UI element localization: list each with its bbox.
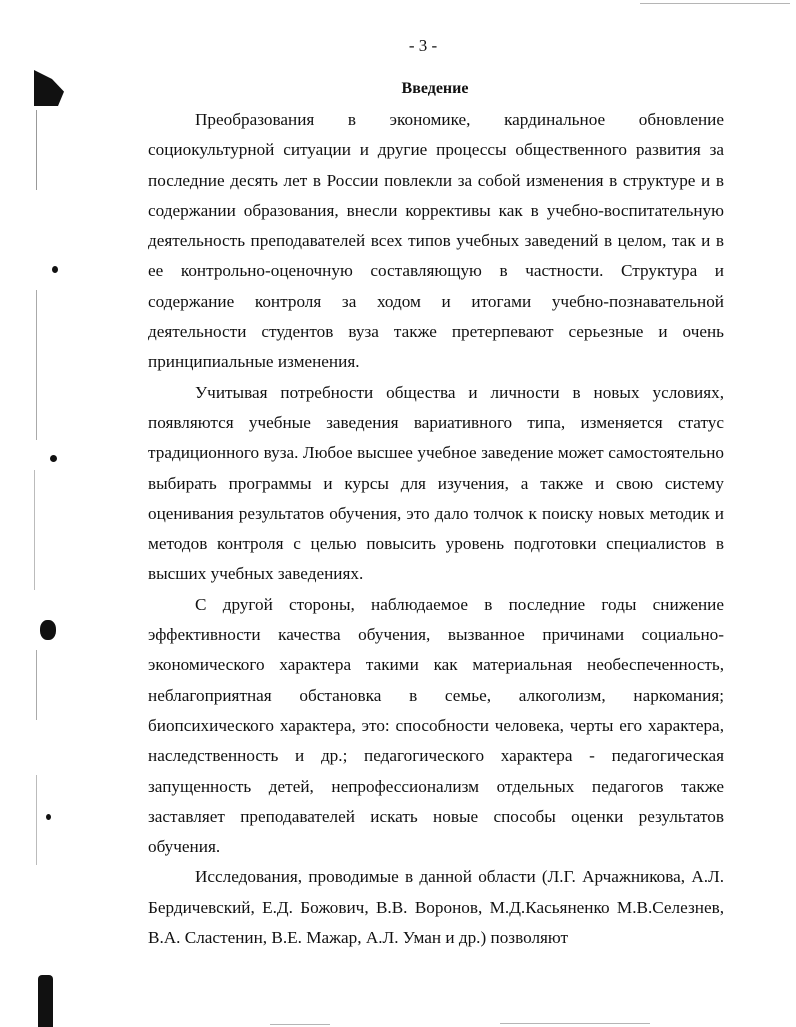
scan-dot-3 (46, 814, 51, 820)
paragraph-2: Учитывая потребности общества и личности в новых условиях, появляются учебные заведения вариативного типа, изменяется статус традиционного вуза. Любое высшее учебное заведение может самостоятельно выбирать программы и курсы для изучения, а также и свою систему оценивания результатов обучения, это дало толчок к поиску новых методик и методов контроля с целью повысить уровень подготовки специалистов в высших учебных заведениях. (148, 382, 724, 584)
scan-line-left-4 (36, 650, 37, 720)
scan-line-left-3 (34, 470, 35, 590)
paragraph-4: Исследования, проводимые в данной области (Л.Г. Арчажникова, А.Л. Бердичевский, Е.Д. Божович, В.В. Воронов, М.Д.Касьяненко М.В.Селезнев, В.А. Сластенин, В.Е. Мажар, А.Л. Уман и др.) позволяют (148, 867, 724, 948)
scan-blob (40, 620, 56, 640)
scan-line-left-5 (36, 775, 37, 865)
scan-line-top (640, 3, 790, 4)
scan-dot-1 (52, 266, 58, 273)
page-number: - 3 - (408, 36, 438, 55)
page-heading: Введение (401, 80, 469, 97)
scan-line-bottom-1 (270, 1024, 330, 1025)
scan-line-left-1 (36, 110, 37, 190)
scan-line-left-2 (36, 290, 37, 440)
scan-line-bottom-2 (500, 1023, 650, 1024)
document-body (148, 105, 724, 953)
scan-dot-2 (50, 455, 57, 462)
scan-mark-bottom (38, 975, 53, 1027)
paragraph-1: Преобразования в экономике, кардинальное обновление социокультурной ситуации и другие процессы общественного развития за последние десять лет в России повлекли за собой изменения в структуре и в содержании образования, внесли коррективы как в учебно-воспитательную деятельность преподавателей всех типов учебных заведений в целом, так и в ее контрольно-оценочную составляющую в частности. Структура и содержание контроля за ходом и итогами учебно-познавательной деятельности студентов вуза также претерпевают серьезные и очень принципиальные изменения. (148, 110, 724, 372)
paragraph-3: С другой стороны, наблюдаемое в последние годы снижение эффективности качества обучения, вызванное причинами социально-экономического характера такими как материальная необеспеченность, неблагоприятная обстановка в семье, алкоголизм, наркомания; биопсихического характера, это: способности человека, черты его характера, наследственность и др.; педагогического характера - педагогическая запущенность детей, непрофессионализм отдельных педагогов также заставляет преподавателей искать новые способы оценки результатов обучения. (148, 594, 724, 857)
